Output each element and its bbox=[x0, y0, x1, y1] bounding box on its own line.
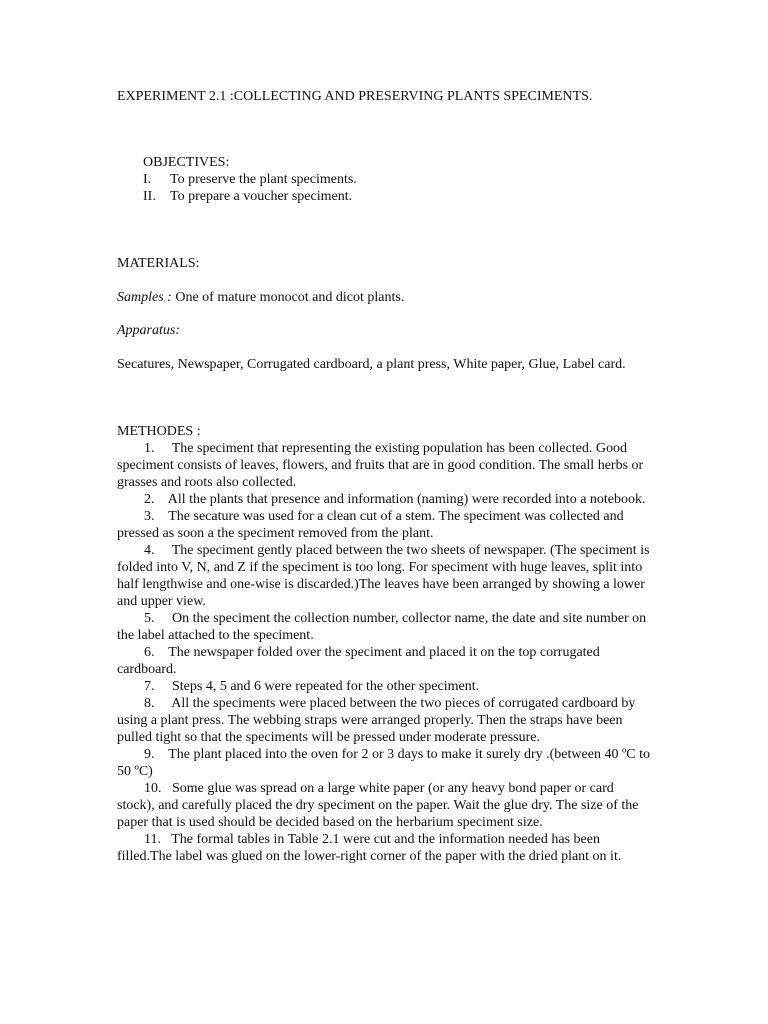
step-text: Some glue was spread on a large white paper (or any heavy bond paper or card stock), and carefully placed the dry speciment on the paper. Wait the glue dry. The size of the paper that is used should be decided based on the herbarium speciment size. bbox=[117, 781, 639, 830]
step-number: 5. bbox=[144, 611, 155, 626]
step-number: 4. bbox=[144, 543, 155, 558]
methods-heading: METHODES : bbox=[117, 424, 201, 439]
method-step bbox=[117, 780, 653, 831]
materials-heading: MATERIALS: bbox=[117, 256, 200, 271]
objective-text: To prepare a voucher speciment. bbox=[170, 189, 353, 204]
step-text: On the speciment the collection number, collector name, the date and site number on the label attached to the speciment. bbox=[117, 611, 647, 643]
objective-item bbox=[143, 188, 352, 205]
method-step bbox=[117, 542, 653, 610]
method-step bbox=[117, 644, 653, 678]
objective-item bbox=[143, 171, 357, 188]
step-text: The speciment gently placed between the two sheets of newspaper. (The speciment is folded into V, N, and Z if the speciment is too long. For speciment with huge leaves, split into half lengthwise and one-wise is discarded.)The leaves have been arranged by showing a lower and upper view. bbox=[117, 543, 650, 609]
method-step bbox=[117, 831, 653, 865]
method-step bbox=[117, 610, 653, 644]
document-title: EXPERIMENT 2.1 :COLLECTING AND PRESERVING PLANTS SPECIMENTS. bbox=[117, 89, 593, 104]
objective-number: I. bbox=[143, 172, 152, 187]
method-step bbox=[117, 695, 653, 746]
samples-line bbox=[117, 289, 404, 306]
objective-number: II. bbox=[143, 189, 156, 204]
step-number: 11. bbox=[144, 832, 161, 847]
method-step bbox=[117, 746, 653, 780]
step-text: The secature was used for a clean cut of a stem. The speciment was collected and pressed as soon a the speciment removed from the plant. bbox=[117, 509, 624, 541]
step-text: The speciment that representing the existing population has been collected. Good speciment consists of leaves, flowers, and fruits that are in good condition. The small herbs or grasses and roots also collected. bbox=[117, 441, 644, 490]
step-number: 9. bbox=[144, 747, 155, 762]
step-text: All the speciments were placed between the two pieces of corrugated cardboard by using a plant press. The webbing straps were arranged properly. Then the straps have been pulled tight so that the speciments will be pressed under moderate pressure. bbox=[117, 696, 636, 745]
step-text: The newspaper folded over the speciment and placed it on the top corrugated cardboard. bbox=[117, 645, 600, 677]
samples-text: One of mature monocot and dicot plants. bbox=[175, 290, 405, 305]
step-text: All the plants that presence and information (naming) were recorded into a notebook. bbox=[167, 492, 646, 507]
objective-text: To preserve the plant speciments. bbox=[170, 172, 357, 187]
objectives-heading: OBJECTIVES: bbox=[143, 155, 230, 170]
methods-steps bbox=[117, 440, 653, 865]
apparatus-text: Secatures, Newspaper, Corrugated cardboard, a plant press, White paper, Glue, Label card. bbox=[117, 357, 626, 372]
step-number: 7. bbox=[144, 679, 155, 694]
step-text: The formal tables in Table 2.1 were cut and the information needed has been filled.The label was glued on the lower-right corner of the paper with the dried plant on it. bbox=[117, 832, 622, 864]
method-step bbox=[117, 508, 653, 542]
apparatus-label: Apparatus: bbox=[117, 323, 180, 338]
step-number: 2. bbox=[144, 492, 155, 507]
step-number: 8. bbox=[144, 696, 155, 711]
samples-label: Samples : bbox=[117, 290, 172, 305]
step-number: 1. bbox=[144, 441, 155, 456]
method-step bbox=[117, 491, 653, 508]
method-step bbox=[117, 678, 653, 695]
step-number: 6. bbox=[144, 645, 155, 660]
method-step bbox=[117, 440, 653, 491]
step-number: 3. bbox=[144, 509, 155, 524]
step-text: The plant placed into the oven for 2 or 3 days to make it surely dry .(between 40 ºC to 50 ºC) bbox=[117, 747, 651, 779]
step-text: Steps 4, 5 and 6 were repeated for the other speciment. bbox=[172, 679, 480, 694]
step-number: 10. bbox=[144, 781, 162, 796]
